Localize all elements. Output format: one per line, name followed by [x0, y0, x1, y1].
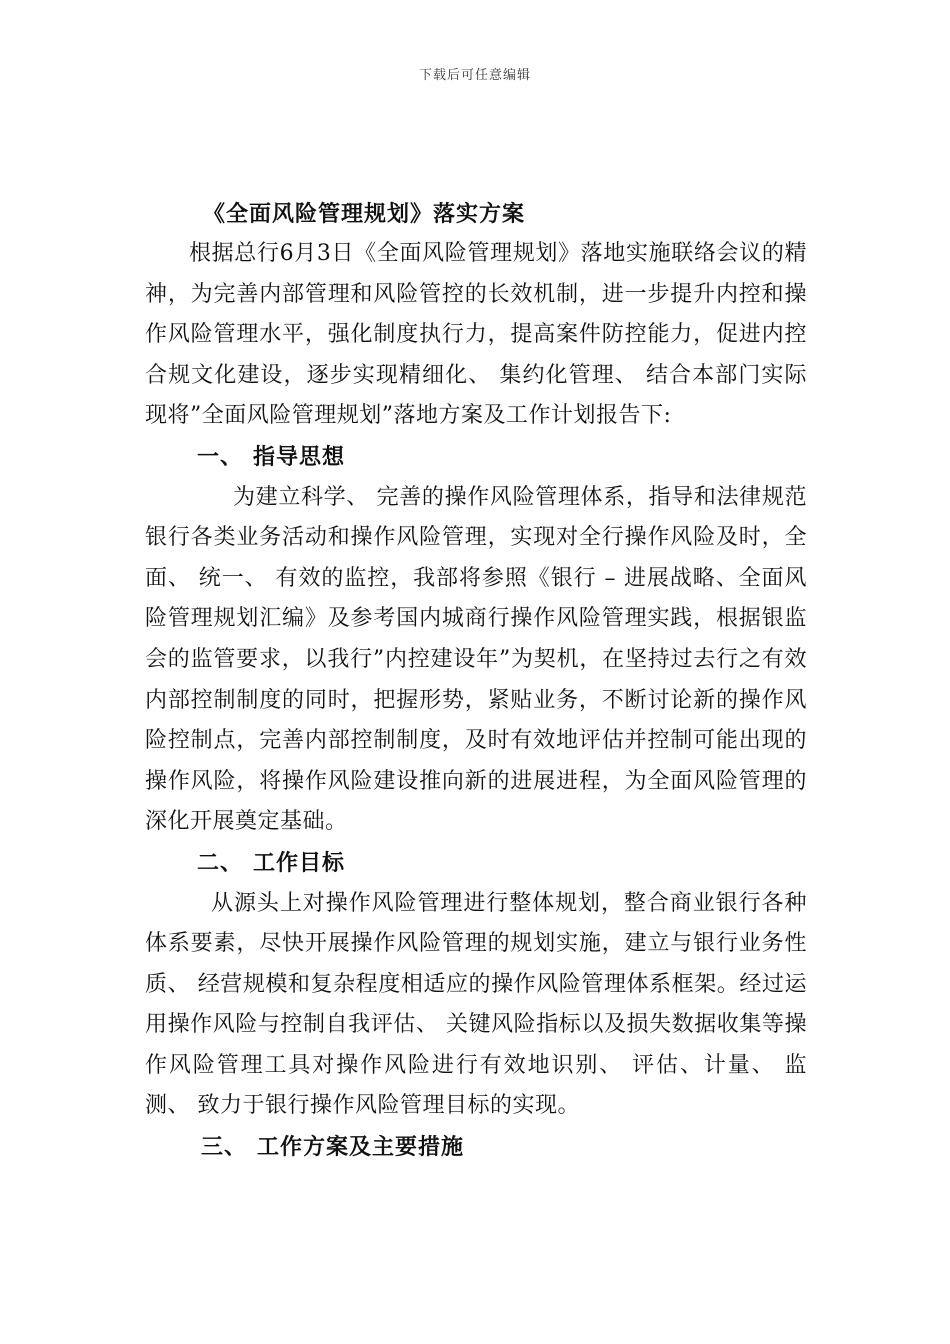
- document-body: [145, 196, 807, 1168]
- section-heading-3: [145, 1127, 807, 1168]
- section-number-2: 二、: [197, 849, 244, 876]
- section-number-3: 三、: [201, 1134, 248, 1161]
- section-heading-1: [145, 437, 807, 478]
- section-title-3: 工作方案及主要措施: [257, 1134, 465, 1161]
- section-body-1: 为建立科学、 完善的操作风险管理体系，指导和法律规范银行各类业务活动和操作风险管理，实现对全行操作风险及时，全面、 统一、 有效的监控，我部将参照《银行 – 进展战略、全面风险管理规划汇编》及参考国内城商行操作风险管理实践，根据银监会的监管要求，以我行”内控建设年”为契机，在坚持过去行之有效内部控制制度的同时，把握形势，紧贴业务，不断讨论新的操作风险控制点，完善内部控制制度，及时有效地评估并控制可能出现的操作风险，将操作风险建设推向新的进展进程，为全面风险管理的深化开展奠定基础。: [145, 484, 807, 835]
- section-title-2: 工作目标: [253, 849, 346, 876]
- section-heading-2: [145, 843, 807, 884]
- section-number-1: 一、: [197, 443, 244, 470]
- document-title: 《全面风险管理规划》落实方案: [203, 201, 526, 227]
- header-note: 下载后可任意编辑: [418, 68, 531, 83]
- section-title-1: 指导思想: [253, 443, 346, 470]
- intro-paragraph: 根据总行6月3日《全面风险管理规划》落地实施联络会议的精神，为完善内部管理和风险管控的长效机制，进一步提升内控和操作风险管理水平，强化制度执行力，提高案件防控能力，促进内控合规文化建设，逐步实现精细化、 集约化管理、 结合本部门实际现将”全面风险管理规划”落地方案及工作计划报告下:: [145, 241, 807, 429]
- section-body-2: 从源头上对操作风险管理进行整体规划，整合商业银行各种体系要素，尽快开展操作风险管理的规划实施，建立与银行业务性质、 经营规模和复杂程度相适应的操作风险管理体系框架。经过运用操作风险与控制自我评估、 关键风险指标以及损失数据收集等操作风险管理工具对操作风险进行有效地识别、 评估、计量、 监测、 致力于银行操作风险管理目标的实现。: [145, 890, 807, 1119]
